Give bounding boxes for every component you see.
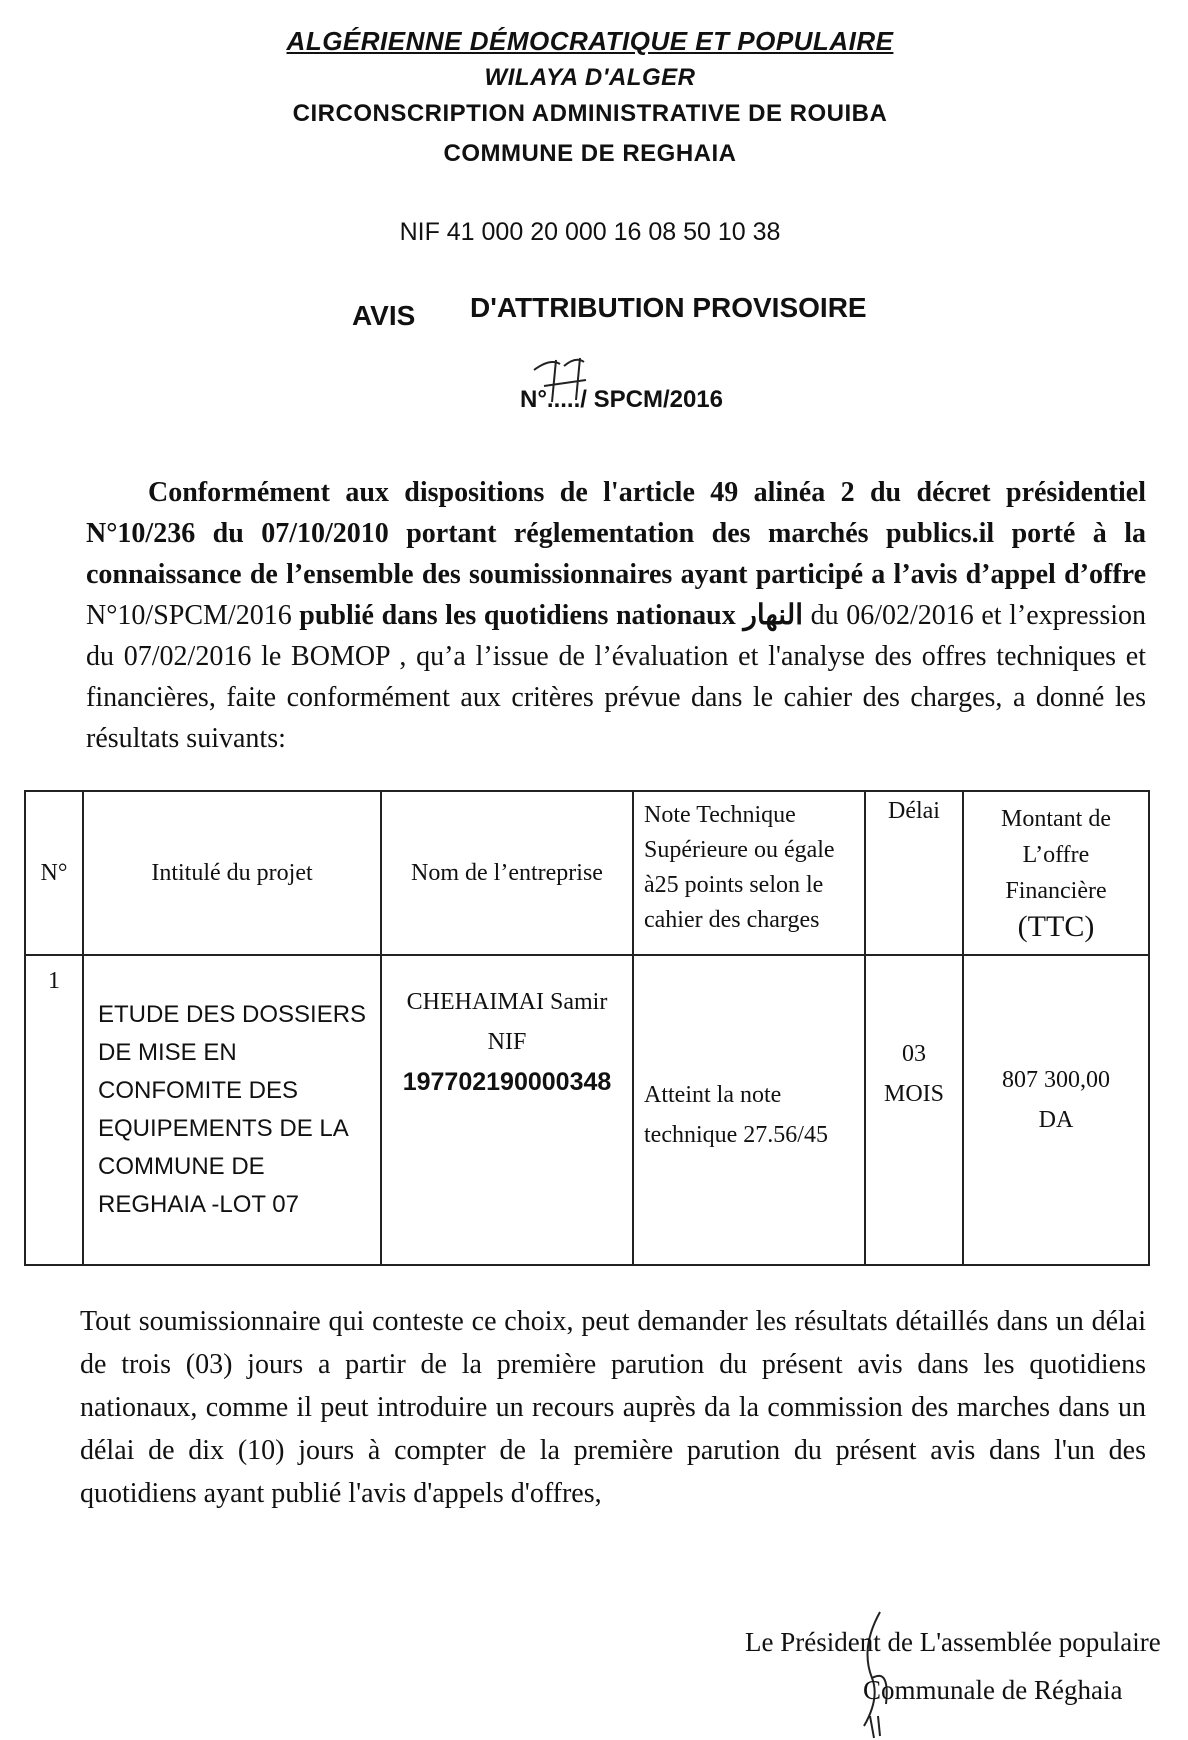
header-delay: Délai xyxy=(865,791,963,955)
row-company xyxy=(381,955,633,1265)
intro-tender-ref: N°10/SPCM/2016 xyxy=(86,600,292,631)
header-company: Nom de l’entreprise xyxy=(381,791,633,955)
header-commune: COMMUNE DE REGHAIA xyxy=(443,140,737,167)
signature-line-1: Le Président de L'assemblée populaire xyxy=(745,1627,1161,1657)
amount-value: 807 300,00 xyxy=(1002,1067,1110,1093)
amount-unit: DA xyxy=(1038,1107,1074,1133)
title-avis: AVIS xyxy=(352,300,416,331)
table-header-row xyxy=(25,791,1149,955)
row-delay xyxy=(865,955,963,1265)
intro-paragraph xyxy=(86,472,1146,759)
header-republic: ALGÉRIENNE DÉMOCRATIQUE ET POPULAIRE xyxy=(286,26,894,56)
table-row xyxy=(25,955,1149,1265)
company-nif-value: 197702190000348 xyxy=(402,1068,612,1096)
header-amount xyxy=(963,791,1149,955)
delay-value: 03 xyxy=(902,1041,926,1067)
signature-block xyxy=(745,1618,1161,1714)
company-name: CHEHAIMAI Samir xyxy=(406,989,608,1015)
commune-nif: NIF 41 000 20 000 16 08 50 10 38 xyxy=(399,218,781,246)
header-circonscription: CIRCONSCRIPTION ADMINISTRATIVE DE ROUIBA xyxy=(292,100,888,127)
results-table xyxy=(24,790,1150,1266)
row-amount xyxy=(963,955,1149,1265)
header-amount-ttc: (TTC) xyxy=(1017,910,1095,943)
intro-text-3: du 06/02/2016 et l’expression du 07/02/2016 le BOMOP , qu’a l’issue de l’évaluation et l'analyse des offres techniques et financières, faite conformément aux critères prévue dans le cahier des charges, a donné les résultats suivants: xyxy=(86,600,1146,754)
title-attribution: D'ATTRIBUTION PROVISOIRE xyxy=(470,292,867,323)
signature-line-2: Communale de Réghaia xyxy=(863,1675,1123,1705)
row-technical-note: Atteint la note technique 27.56/45 xyxy=(633,955,865,1265)
header-project-title: Intitulé du projet xyxy=(83,791,381,955)
row-number: 1 xyxy=(25,955,83,1265)
header-wilaya: WILAYA D'ALGER xyxy=(484,64,696,91)
header-amount-label: Montant de L’offre Financière xyxy=(1001,806,1111,904)
row-project-title: ETUDE DES DOSSIERS DE MISE EN CONFOMITE DES EQUIPEMENTS DE LA COMMUNE DE REGHAIA -LOT 07 xyxy=(83,955,381,1265)
intro-text-1: Conformément aux dispositions de l'article 49 alinéa 2 du décret présidentiel N°10/236 du 07/10/2010 portant réglementation des marchés publics.il porté à la connaissance de l’ensemble des soumissionnaires ayant participé a l’avis d’appel d’offre xyxy=(86,477,1146,590)
company-nif-label: NIF xyxy=(487,1029,527,1055)
delay-unit: MOIS xyxy=(883,1081,944,1107)
header-no: N° xyxy=(25,791,83,955)
newspaper-name: النهار xyxy=(743,600,804,631)
intro-text-2: publié dans les quotidiens nationaux xyxy=(299,600,736,631)
header-technical-note: Note Technique Supérieure ou égale à25 points selon le cahier des charges xyxy=(633,791,865,955)
appeal-paragraph: Tout soumissionnaire qui conteste ce choix, peut demander les résultats détaillés dans un délai de trois (03) jours a partir de la première parution du présent avis dans les quotidiens nationaux, comme il peut introduire un recours auprès da la commission des marches dans un délai de dix (10) jours à compter de la première parution du présent avis dans l'un des quotidiens ayant publié l'avis d'appels d'offres, xyxy=(80,1306,1146,1509)
notice-number: N°...../ SPCM/2016 xyxy=(520,386,724,413)
